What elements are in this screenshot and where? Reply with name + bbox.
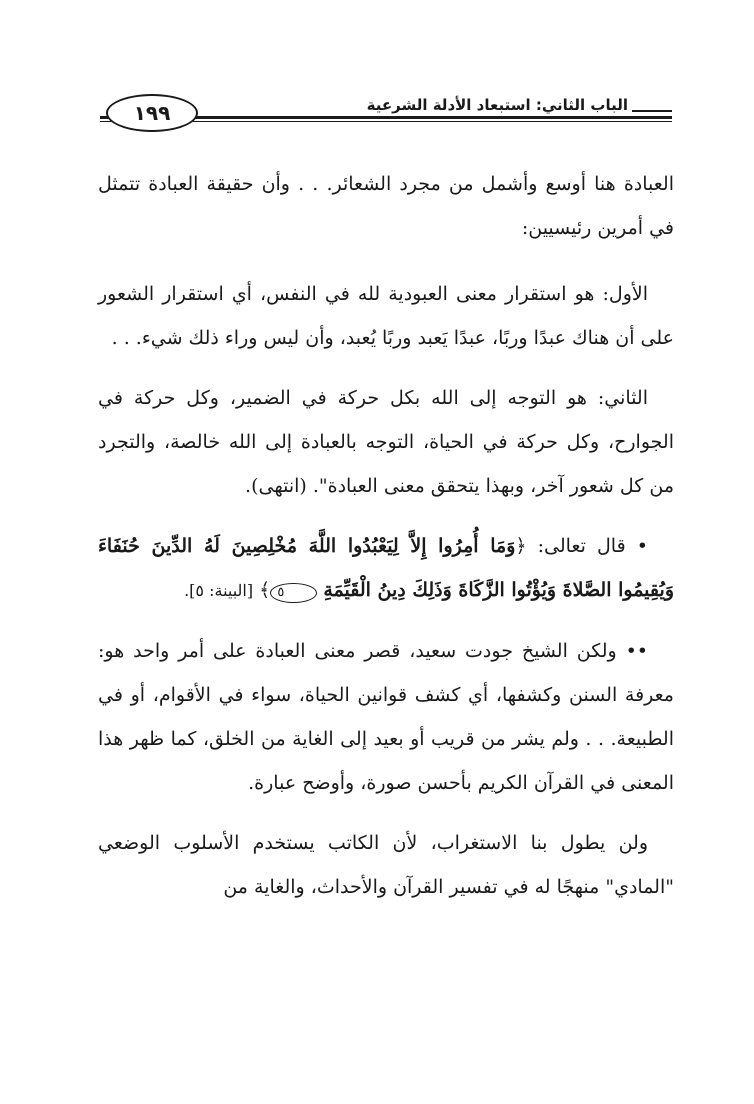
verse-reference: [البينة: ٥]. xyxy=(184,581,254,600)
page-number: ١٩٩ xyxy=(133,101,171,125)
header-rule-short xyxy=(632,110,672,112)
bullet: • xyxy=(636,535,648,557)
paragraph-3: الثاني: هو التوجه إلى الله بكل حركة في الضمير، وكل حركة في الجوارح، وكل حركة في الحياة، التوجه بالعبادة إلى الله خالصة، والتجرد من كل شعور آخر، وبهذا يتحقق معنى العبادة". (انتهى). xyxy=(98,387,674,497)
quote-lead: قال تعالى: xyxy=(537,535,626,557)
paragraph-1: العبادة هنا أوسع وأشمل من مجرد الشعائر. . . وأن حقيقة العبادة تتمثل في أمرين رئيسيين: xyxy=(98,173,674,239)
page-number-badge xyxy=(106,94,198,132)
page-body xyxy=(98,162,674,925)
chapter-title: الباب الثاني: استبعاد الأدلة الشرعية xyxy=(366,96,628,114)
paragraph-2: الأول: هو استقرار معنى العبودية لله في النفس، أي استقرار الشعور على أن هناك عبدًا وربًا، عبدًا يَعبد وربًا يُعبد، وأن ليس وراء ذلك شيء. . . xyxy=(98,283,674,349)
ayah-number-badge: ٥ xyxy=(270,583,317,603)
ornate-bracket-close: ﴾ xyxy=(259,579,271,601)
quran-quote-paragraph xyxy=(98,524,674,613)
paragraph-5: •• ولكن الشيخ جودت سعيد، قصر معنى العبادة على أمر واحد هو: معرفة السنن وكشفها، أي كشف قوانين الحياة، سواء في الأقوام، أو في الطبيعة. . . ولم يشر من قريب أو بعيد إلى الغاية من الخلق، كما ظهر هذا المعنى في القرآن الكريم بأحسن صورة، وأوضح عبارة. xyxy=(98,640,674,794)
ornate-bracket-open: ﴿ xyxy=(515,535,527,557)
paragraph-6: ولن يطول بنا الاستغراب، لأن الكاتب يستخدم الأسلوب الوضعي "المادي" منهجًا له في تفسير القرآن والأحداث، والغاية من xyxy=(98,832,674,898)
running-header xyxy=(100,92,672,140)
quran-verse: وَمَا أُمِرُوا إِلاَّ لِيَعْبُدُوا اللَّهَ مُخْلِصِينَ لَهُ الدِّينَ حُنَفَاءَ وَيُقِيمُوا الصَّلاةَ وَيُؤْتُوا الزَّكَاةَ وَذَلِكَ دِينُ الْقَيِّمَةِ xyxy=(98,535,674,601)
